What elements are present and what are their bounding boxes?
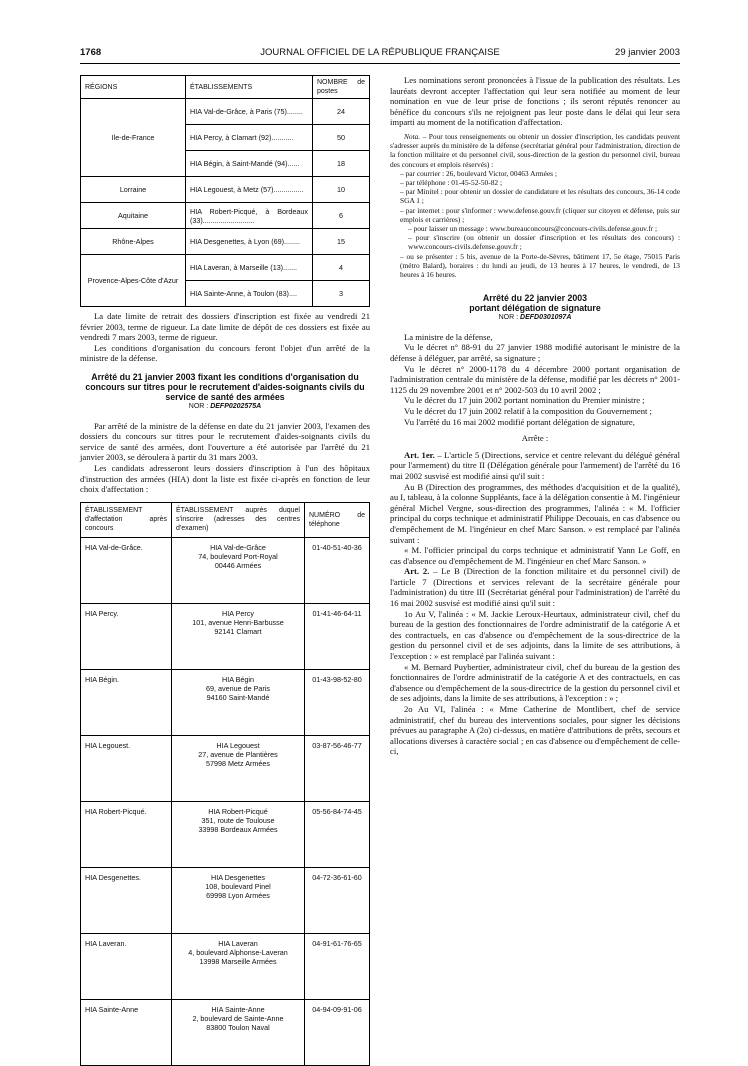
paragraph: Les nominations seront prononcées à l'issue de la publication des résultats. Les lauréats devront accepter l'affectation qui leur sera notifiée au moment de leur nomination en vue de leur prise de fonctions ; ils seront réputés renoncer au bénéfice du concours s'ils ne rejoignent pas leur poste dans le délai qui leur sera imparti au moment de la notification d'affectation. <box>390 75 680 128</box>
centre-street: 2, boulevard de Sainte-Anne <box>192 1013 284 1023</box>
etablissement-cell: HIA Val-de-Grâce, à Paris (75)........ <box>186 99 313 125</box>
column-header: RÉGIONS <box>81 76 186 99</box>
telephone-cell: 01-43-98-52-80 <box>305 669 370 735</box>
table-row <box>81 669 370 735</box>
article-label: Art. 2. <box>404 566 430 577</box>
left-column <box>80 75 370 1066</box>
list-item: – ou se présenter : 5 bis, avenue de la Porte-de-Sèvres, bâtiment 17, 5e étage, 75015 Paris (métro Balard), horaires : du lundi au jeudi, de 13 heures à 17 heures, le vendredi, de 13 heures à 16 heures. <box>400 251 680 280</box>
etablissement-cell: HIA Sainte-Anne, à Toulon (83).... <box>186 281 313 307</box>
region-cell: Rhône-Alpes <box>81 229 186 255</box>
centre-city: 83800 Toulon Naval <box>206 1022 270 1032</box>
postes-cell: 10 <box>313 177 370 203</box>
table-row <box>81 735 370 801</box>
affectation-cell: HIA Legouest. <box>81 735 172 801</box>
postes-cell: 50 <box>313 125 370 151</box>
paragraph: Vu le décret n° 88-91 du 27 janvier 1988 modifié autorisant le ministre de la défense à déléguer, par arrêté, sa signature ; <box>390 342 680 363</box>
list-subitem: – pour s'inscrire (ou obtenir un dossier d'inscription et les résultats des concours) : www.concours-civils.defense.gouv.fr ; <box>408 233 680 252</box>
nota-paragraph <box>390 132 680 169</box>
paragraph: Par arrêté de la ministre de la défense en date du 21 janvier 2003, l'examen des dossiers du concours sur titres pour le recrutement d'aides-soignants civils du service de santé des armées, dont l'ouverture a été autorisée par l'arrêté du 21 janvier 2003, se déroulera à partir du 31 mars 2003. <box>80 420 370 463</box>
centre-street: 4, boulevard Alphonse-Laveran <box>188 947 288 957</box>
column-header: ÉTABLISSEMENT auprès duquel s'inscrire (adresses des centres d'examen) <box>172 502 305 537</box>
header-rule <box>80 63 680 64</box>
column-header: NUMÉRO de téléphone <box>305 502 370 537</box>
centre-name: HIA Percy <box>222 608 254 618</box>
region-cell: Provence-Alpes-Côte d'Azur <box>81 255 186 307</box>
adresse-cell <box>172 867 305 933</box>
centre-street: 351, route de Toulouse <box>201 815 275 825</box>
table-row <box>81 229 370 255</box>
region-cell: Lorraine <box>81 177 186 203</box>
nor-line <box>390 313 680 324</box>
affectation-cell: HIA Percy. <box>81 603 172 669</box>
telephone-cell: 04-94-09-91-06 <box>305 999 370 1065</box>
etablissement-cell: HIA Bégin, à Saint-Mandé (94)...... <box>186 151 313 177</box>
column-header: ÉTABLISSEMENT d'affectation après concours <box>81 502 172 537</box>
centre-city: 69998 Lyon Armées <box>206 890 270 900</box>
nota-label: Nota. <box>404 131 421 141</box>
region-cell: Aquitaine <box>81 203 186 229</box>
centre-city: 94160 Saint-Mandé <box>206 692 270 702</box>
centre-street: 108, boulevard Pinel <box>205 881 271 891</box>
centre-name: HIA Bégin <box>222 674 254 684</box>
centre-name: HIA Robert-Picqué <box>208 806 268 816</box>
table-row <box>81 801 370 867</box>
article-text: – Le B (Direction de la fonction militaire et du personnel civil) de l'article 7 (Directions et services relevant de la secrétaire générale pour l'administration) du titre III (Secrétariat général pour l'administration) de l'arrêté du 16 mai 2002 susvisé est modifié ainsi qu'il suit : <box>390 566 681 609</box>
list-item: – par courrier : 26, boulevard Victor, 00463 Armées ; <box>400 168 557 178</box>
arrete2-title-line2: portant délégation de signature <box>469 303 601 314</box>
table-header-row <box>81 502 370 537</box>
journal-title: JOURNAL OFFICIEL DE LA RÉPUBLIQUE FRANÇAISE <box>260 47 500 58</box>
nor-code: DEFP0202575A <box>210 402 262 410</box>
table-row <box>81 603 370 669</box>
list-subitem: – pour laisser un message : www.bureauconcours@concours-civils.defense.gouv.fr ; <box>408 224 658 233</box>
table-row <box>81 99 370 125</box>
centre-name: HIA Laveran <box>218 938 258 948</box>
affectation-cell: HIA Sainte-Anne <box>81 999 172 1065</box>
telephone-cell: 04-91-61-76-65 <box>305 933 370 999</box>
centre-name: HIA Val-de-Grâce <box>210 542 266 552</box>
article-paragraph <box>390 566 680 608</box>
etablissement-cell: HIA Robert-Picqué, à Bordeaux (33).......................... <box>186 203 313 229</box>
centre-city: 00446 Armées <box>214 560 262 570</box>
table-row <box>81 177 370 203</box>
column-header: NOMBRE de postes <box>313 76 370 99</box>
nor-line <box>80 402 370 413</box>
postes-table <box>80 75 370 307</box>
postes-cell: 3 <box>313 281 370 307</box>
region-cell: Ile-de-France <box>81 99 186 177</box>
page-header <box>80 47 680 61</box>
article-paragraph <box>390 450 680 482</box>
table-row <box>81 203 370 229</box>
arrete-heading: Arrête : <box>521 433 549 444</box>
list-item: – par internet : pour s'informer : www.defense.gouv.fr (cliquer sur citoyen et défense, puis sur emplois et carrières) ; <box>400 205 680 224</box>
telephone-cell: 03-87-56-46-77 <box>305 735 370 801</box>
etablissement-cell: HIA Legouest, à Metz (57)............... <box>186 177 313 203</box>
etablissement-cell: HIA Laveran, à Marseille (13)....... <box>186 255 313 281</box>
centres-table <box>80 502 370 1066</box>
paragraph: Les conditions d'organisation du concours feront l'objet d'un arrêté de la ministre de la défense. <box>80 342 370 364</box>
etablissement-cell: HIA Percy, à Clamart (92)........... <box>186 125 313 151</box>
adresse-cell <box>172 603 305 669</box>
paragraph: Vu l'arrêté du 16 mai 2002 modifié portant délégation de signature, <box>404 416 635 427</box>
table-row <box>81 255 370 281</box>
adresse-cell <box>172 669 305 735</box>
telephone-cell: 04-72-36-61-60 <box>305 867 370 933</box>
centre-street: 101, avenue Henri-Barbusse <box>192 617 284 627</box>
adresse-cell <box>172 735 305 801</box>
centre-name: HIA Legouest <box>216 740 260 750</box>
adresse-cell <box>172 537 305 603</box>
table-row <box>81 933 370 999</box>
list-item: – par téléphone : 01-45-52-50-82 ; <box>400 177 503 187</box>
centre-street: 69, avenue de Paris <box>206 683 270 693</box>
telephone-cell: 05-56-84-74-45 <box>305 801 370 867</box>
centre-city: 33998 Bordeaux Armées <box>198 824 278 834</box>
paragraph: « M. l'officier principal du corps technique et administratif Yann Le Goff, en cas d'absence ou d'empêchement de M. l'ingénieur en chef Marc Sanson. » <box>390 545 680 566</box>
postes-cell: 6 <box>313 203 370 229</box>
adresse-cell <box>172 933 305 999</box>
paragraph: La date limite de retrait des dossiers d'inscription est fixée au vendredi 21 février 2003, terme de rigueur. La date limite de dépôt de ces dossiers est fixée au vendredi 7 mars 2003, terme de rigueur. <box>80 311 370 343</box>
affectation-cell: HIA Bégin. <box>81 669 172 735</box>
affectation-cell: HIA Desgenettes. <box>81 867 172 933</box>
table-row <box>81 999 370 1065</box>
centre-street: 74, boulevard Port-Royal <box>198 551 278 561</box>
paragraph: Au B (Direction des programmes, des méthodes d'acquisition et de la qualité), au I, tableau, à la colonne Suppléants, face à la délégation consentie à M. l'ingénieur général Michel Vergne, sous-direction des programmes, l'alinéa : « M. l'officier principal du corps technique et administratif Philippe Decouais, en cas d'absence ou d'empêchement de M. l'ingénieur en chef Marc Sanson. » est remplacé par l'alinéa suivant : <box>390 481 680 545</box>
centre-city: 57998 Metz Armées <box>206 758 270 768</box>
paragraph: Les candidats adresseront leurs dossiers d'inscription à l'un des hôpitaux d'instruction des armées (HIA) dont la liste est fixée ci-après en fonction de leur choix d'affectation : <box>80 462 370 495</box>
adresse-cell <box>172 999 305 1065</box>
column-header: ÉTABLISSEMENTS <box>186 76 313 99</box>
article-text: – L'article 5 (Directions, service et centre relevant du délégué général pour l'armement) du titre II (Délégation générale pour l'armement) de l'arrêté du 16 mai 2002 susvisé est modifié ainsi qu'il suit : <box>390 449 680 481</box>
telephone-cell: 01-40-51-40-36 <box>305 537 370 603</box>
centre-street: 27, avenue de Plantières <box>198 749 278 759</box>
paragraph: Vu le décret du 17 juin 2002 portant nomination du Premier ministre ; <box>404 395 645 406</box>
issue-date: 29 janvier 2003 <box>615 47 680 58</box>
paragraph: 2o Au VI, l'alinéa : « Mme Catherine de Montlibert, chef de service administratif, chef du bureau des interventions sociales, pour signer les décisions prévues au paragraphe A (2o) ci-dessus, en matière d'attributions de prêts, secours et allocations diverses à caractère social ; en cas d'absence ou d'empêchement de celle-ci, <box>390 704 680 757</box>
page-number: 1768 <box>80 47 102 58</box>
centre-city: 13998 Marseille Armées <box>199 956 277 966</box>
nota-text: – Pour tous renseignements ou obtenir un dossier d'inscription, les candidats peuvent s'adresser auprès du ministère de la défense (secrétariat général pour l'administration, direction de la fonction militaire et du personnel civil, sous-direction de la gestion du personnel civil, bureau des concours et emplois réservés) : <box>390 131 680 169</box>
affectation-cell: HIA Val-de-Grâce. <box>81 537 172 603</box>
arrete-title: Arrêté du 21 janvier 2003 fixant les conditions d'organisation du concours sur titres pour le recrutement d'aides-soignants civils du service de santé des armées <box>85 371 365 402</box>
article-label: Art. 1er. <box>404 449 435 460</box>
paragraph: « M. Bernard Puybertier, administrateur civil, chef du bureau de la gestion des fonctionnaires de l'ordre administratif de la catégorie A et des contractuels, en cas d'absence ou d'empêchement de la sous-directrice de la gestion du personnel civil et de ses adjoints, dans la limite de ses attributions, à l'exception : » ; <box>390 661 680 704</box>
postes-cell: 24 <box>313 99 370 125</box>
paragraph: Vu le décret du 17 juin 2002 relatif à la composition du Gouvernement ; <box>404 405 652 416</box>
affectation-cell: HIA Laveran. <box>81 933 172 999</box>
paragraph: 1o Au V, l'alinéa : « M. Jackie Leroux-Heurtaux, administrateur civil, chef du bureau de la gestion des fonctionnaires de l'ordre administratif de la catégorie A et des contractuels, en cas d'absence ou d'empêchement de la sous-directrice de la gestion du personnel civil et de ses adjoints, dans la limite de ses attributions, à l'exception : » est remplacé par l'alinéa suivant : <box>390 608 680 662</box>
affectation-cell: HIA Robert-Picqué. <box>81 801 172 867</box>
list-item: – par Minitel : pour obtenir un dossier de candidature et les résultats des concours, 36-14 code SGA 1 ; <box>400 187 680 206</box>
postes-cell: 4 <box>313 255 370 281</box>
centre-name: HIA Sainte-Anne <box>211 1004 265 1014</box>
nor-label: NOR : <box>498 314 519 322</box>
arrete2-title-line1: Arrêté du 22 janvier 2003 <box>482 293 588 304</box>
adresse-cell <box>172 801 305 867</box>
paragraph: La ministre de la défense, <box>404 331 493 342</box>
centre-name: HIA Desgenettes <box>211 872 265 882</box>
postes-cell: 15 <box>313 229 370 255</box>
postes-cell: 18 <box>313 151 370 177</box>
telephone-cell: 01-41-46-64-11 <box>305 603 370 669</box>
etablissement-cell: HIA Desgenettes, à Lyon (69)........ <box>186 229 313 255</box>
table-row <box>81 867 370 933</box>
right-column <box>390 75 680 757</box>
nor-code: DEFD0301097A <box>520 314 572 322</box>
centre-city: 92141 Clamart <box>214 626 262 636</box>
nor-label: NOR : <box>188 402 209 410</box>
paragraph: Vu le décret n° 2000-1178 du 4 décembre 2000 portant organisation de l'administration centrale du ministère de la défense, modifié par les décrets n° 2001-1125 du 29 novembre 2001 et n° 2002-503 du 10 avril 2002 ; <box>390 363 680 395</box>
table-header-row <box>81 76 370 99</box>
table-row <box>81 537 370 603</box>
